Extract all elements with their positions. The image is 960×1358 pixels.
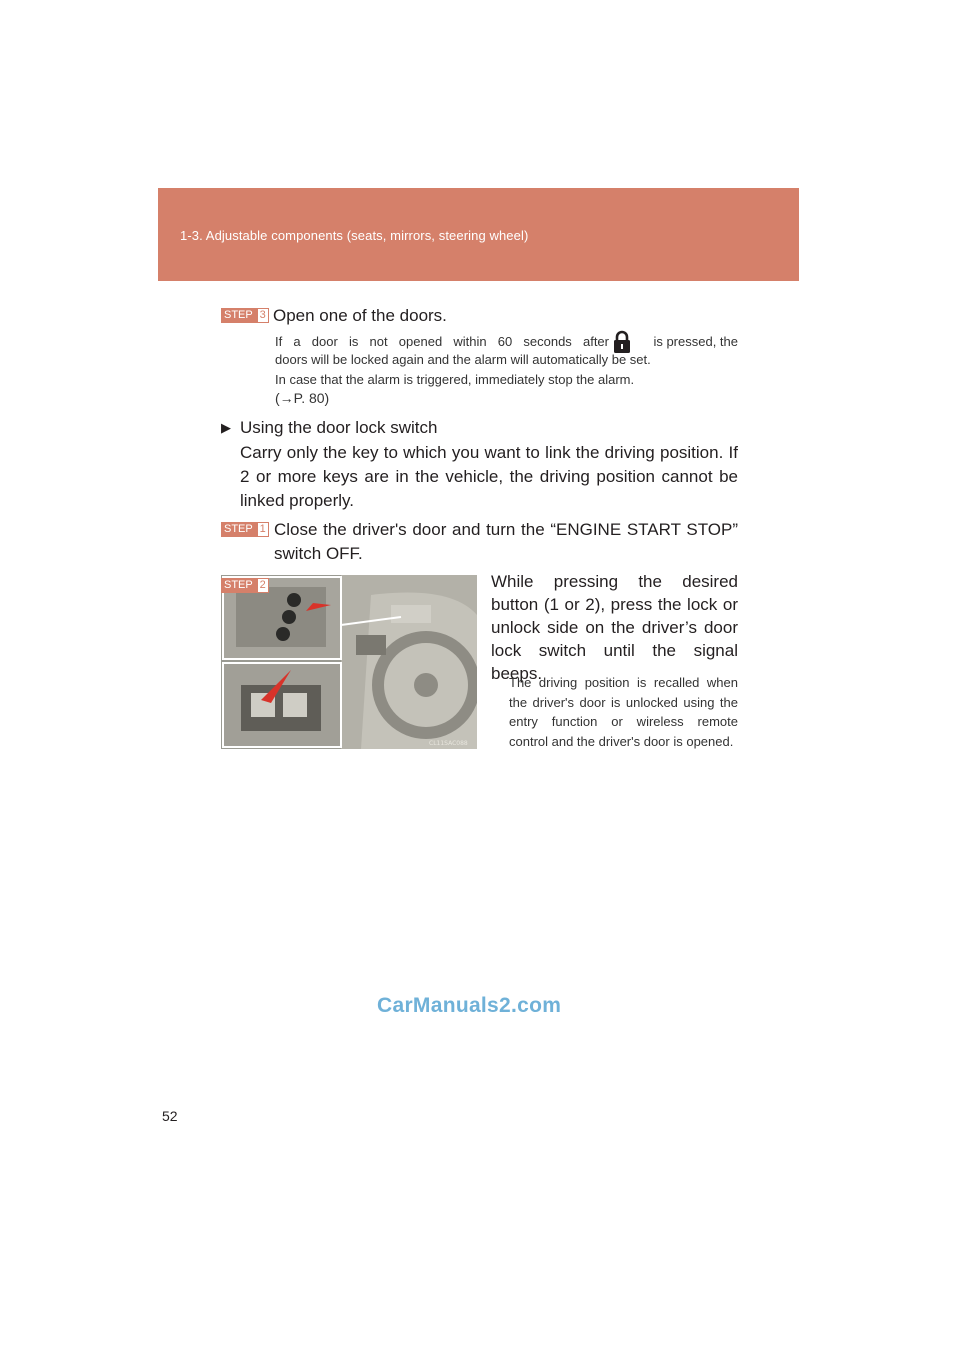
- step-1-badge: [221, 522, 269, 537]
- watermark: CarManuals2.com: [377, 994, 562, 1017]
- step-3-note-part-b: is pressed, the: [653, 334, 738, 349]
- step-2-text: While pressing the desired button (1 or 2), press the lock or unlock side on the driver’s door lock switch until the signal beeps.: [491, 572, 738, 683]
- door-switch-photo: [221, 575, 477, 749]
- door-lock-body: Carry only the key to which you want to link the driving position. If 2 or more keys are in the vehicle, the driving position cannot be linked properly.: [240, 443, 738, 510]
- step-1-text: Close the driver's door and turn the “ENGINE START STOP” switch OFF.: [274, 520, 738, 563]
- step-number: 3: [257, 308, 269, 323]
- step-2-badge: [221, 578, 269, 593]
- step-3-note-line3: In case that the alarm is triggered, immediately stop the alarm.: [275, 372, 635, 387]
- section-title: 1-3. Adjustable components (seats, mirrors, steering wheel): [180, 228, 529, 243]
- step-3-title: Open one of the doors.: [273, 306, 447, 325]
- step-2-note: The driving position is recalled when the driver's door is unlocked using the entry function or wireless remote control and the driver's door is opened.: [509, 675, 738, 749]
- door-lock-heading: Using the door lock switch: [240, 418, 438, 437]
- step-number: 2: [257, 578, 269, 593]
- step-label: STEP: [221, 522, 257, 537]
- step-3-badge: [221, 308, 269, 323]
- step-3-note-part-a: If a door is not opened within 60 seconds after: [275, 334, 609, 349]
- step-number: 1: [257, 522, 269, 537]
- step-label: STEP: [221, 578, 257, 593]
- step-3-note-line2: doors will be locked again and the alarm will automatically be set.: [275, 352, 651, 367]
- image-code: CL11SAC088: [429, 740, 468, 747]
- bullet-arrow-icon: ▶: [221, 420, 231, 435]
- section-header-bar: [158, 188, 799, 281]
- step-label: STEP: [221, 308, 257, 323]
- page-number: 52: [162, 1108, 178, 1124]
- page-reference: (→P. 80): [275, 390, 330, 406]
